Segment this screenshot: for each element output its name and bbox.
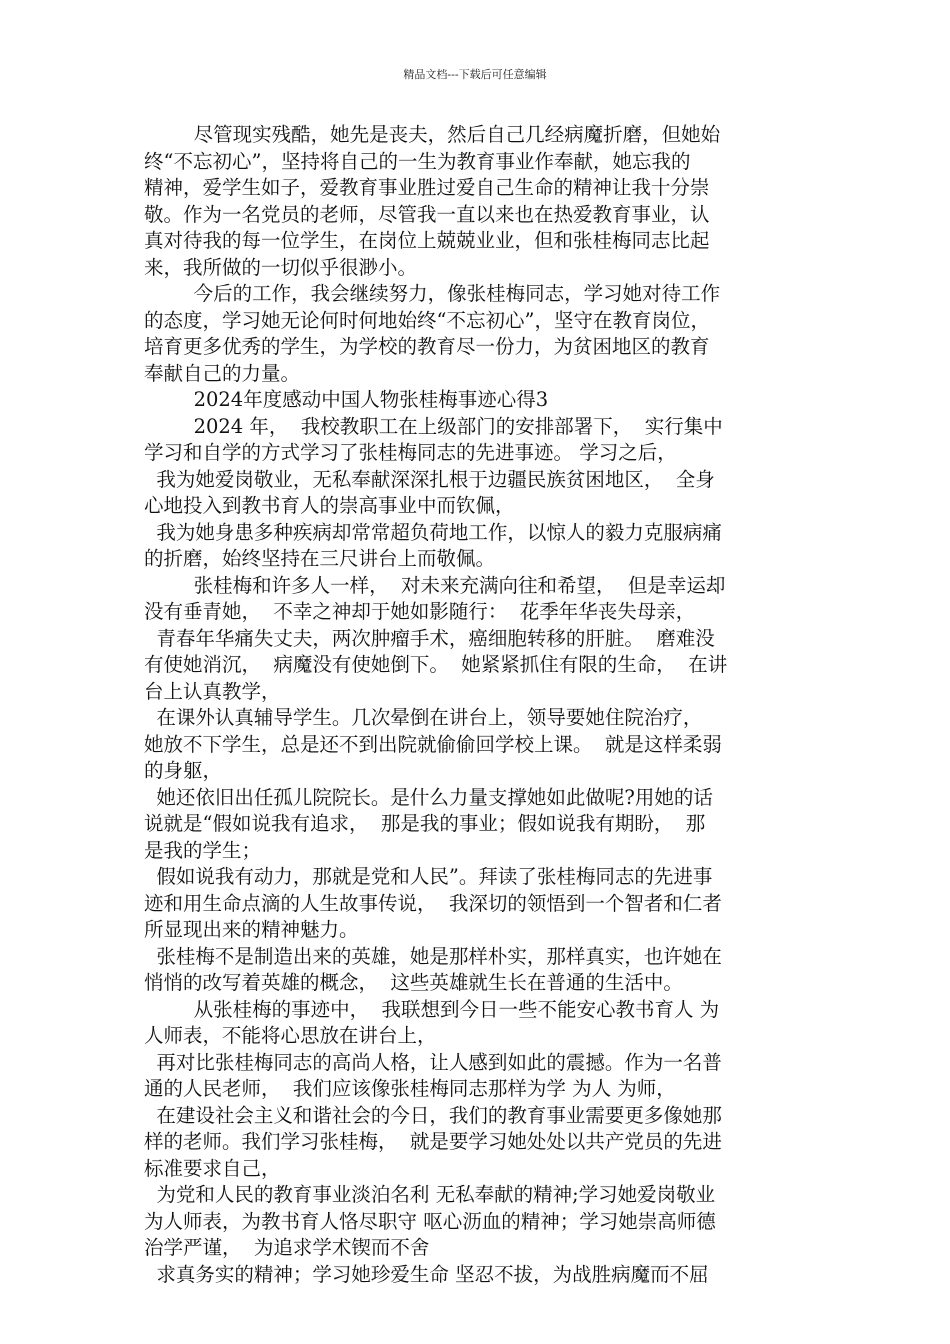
text-line: 真对待我的每一位学生，在岗位上兢兢业业，但和张桂梅同志比起 <box>144 229 710 252</box>
text-line: 心地投入到教书育人的崇高事业中而钦佩， <box>144 494 515 517</box>
text-line: 在课外认真辅导学生。几次晕倒在讲台上，领导要她住院治疗， <box>144 706 703 729</box>
text-line: 迹和用生命点滴的人生故事传说， 我深切的领悟到一个智者和仁者 <box>144 891 722 915</box>
text-line: 所显现出来的精神魅力。 <box>144 918 359 941</box>
text-line: 奉献自己的力量。 <box>144 361 301 385</box>
text-line: 青春年华痛失丈夫，两次肿瘤手术，癌细胞转移的肝脏。 磨难没 <box>144 626 715 650</box>
text-line: 的态度，学习她无论何时何地始终“不忘初心”，坚守在教育岗位， <box>144 308 710 332</box>
text-line: 有使她消沉， 病魔没有使她倒下。 她紧紧抓住有限的生命， 在讲 <box>144 653 728 676</box>
text-line: 她还依旧出任孤儿院院长。是什么力量支撑她如此做呢?用她的话 <box>144 785 713 809</box>
text-line: 精神，爱学生如子，爱教育事业胜过爱自己生命的精神让我十分崇 <box>144 176 710 199</box>
text-line: 我为她爱岗敬业，无私奉献深深扎根于边疆民族贫困地区， 全身 <box>144 467 715 491</box>
text-line: 我为她身患多种疾病却常常超负荷地工作，以惊人的毅力克服病痛 <box>144 520 722 544</box>
text-line: 在建设社会主义和谐社会的今日，我们的教育事业需要更多像她那 <box>144 1103 722 1127</box>
text-line: 今后的工作，我会继续努力，像张桂梅同志，学习她对待工作 <box>144 282 721 305</box>
text-line: 通的人民老师， 我们应该像张桂梅同志那样为学 为人 为师， <box>144 1077 676 1100</box>
text-line: 为党和人民的教育事业淡泊名利 无私奉献的精神;学习她爱岗敬业 <box>144 1183 716 1206</box>
text-line: 张桂梅不是制造出来的英雄，她是那样朴实，那样真实，也许她在 <box>144 944 722 968</box>
text-line: 从张桂梅的事迹中， 我联想到今日一些不能安心教书育人 为 <box>144 997 720 1021</box>
text-line: 标准要求自己， <box>144 1156 281 1180</box>
text-line: 求真务实的精神；学习她珍爱生命 坚忍不拔，为战胜病魔而不屈 <box>144 1262 709 1286</box>
text-line: 终“不忘初心”，坚持将自己的一生为教育事业作奉献，她忘我的 <box>144 149 691 173</box>
text-line: 说就是“假如说我有追求， 那是我的事业；假如说我有期盼， 那 <box>144 812 706 835</box>
text-line: 治学严谨， 为追求学术锲而不舍 <box>144 1236 430 1259</box>
section-heading: 2024年度感动中国人物张桂梅事迹心得3 <box>144 388 549 411</box>
text-line: 再对比张桂梅同志的高尚人格，让人感到如此的震撼。作为一名普 <box>144 1050 722 1074</box>
text-line: 敬。作为一名党员的老师，尽管我一直以来也在热爱教育事业，认 <box>144 202 710 226</box>
text-line: 样的老师。我们学习张桂梅， 就是要学习她处处以共产党员的先进 <box>144 1130 722 1153</box>
text-line: 悄悄的改写着英雄的概念， 这些英雄就生长在普通的生活中。 <box>144 971 683 994</box>
text-line: 为人师表，为教书育人恪尽职守 呕心沥血的精神；学习她崇高师德 <box>144 1209 716 1233</box>
text-line: 台上认真教学， <box>144 679 281 703</box>
text-line: 尽管现实残酷，她先是丧夫，然后自己几经病魔折磨，但她始 <box>144 123 721 146</box>
text-line: 学习和自学的方式学习了张桂梅同志的先进事迹。 学习之后， <box>144 441 677 464</box>
text-line: 张桂梅和许多人一样， 对未来充满向往和希望， 但是幸运却 <box>144 573 726 597</box>
text-line: 2024 年， 我校教职工在上级部门的安排部署下， 实行集中 <box>144 414 723 438</box>
text-line: 培育更多优秀的学生，为学校的教育尽一份力，为贫困地区的教育 <box>144 335 710 358</box>
text-line: 的折磨，始终坚持在三尺讲台上而敬佩。 <box>144 547 496 570</box>
text-line: 的身躯， <box>144 759 223 782</box>
page-header: 精品文档---下载后可任意编辑 <box>403 68 547 81</box>
text-line: 假如说我有动力，那就是党和人民”。拜读了张桂梅同志的先进事 <box>144 865 713 888</box>
text-line: 她放不下学生，总是还不到出院就偷偷回学校上课。 就是这样柔弱 <box>144 732 722 756</box>
text-line: 人师表，不能将心思放在讲台上， <box>144 1024 437 1047</box>
text-line: 没有垂青她， 不幸之神却于她如影随行： 花季年华丧失母亲， <box>144 600 696 623</box>
text-line: 是我的学生； <box>144 838 262 862</box>
text-line: 来，我所做的一切似乎很渺小。 <box>144 255 418 279</box>
document-body <box>144 122 824 1288</box>
